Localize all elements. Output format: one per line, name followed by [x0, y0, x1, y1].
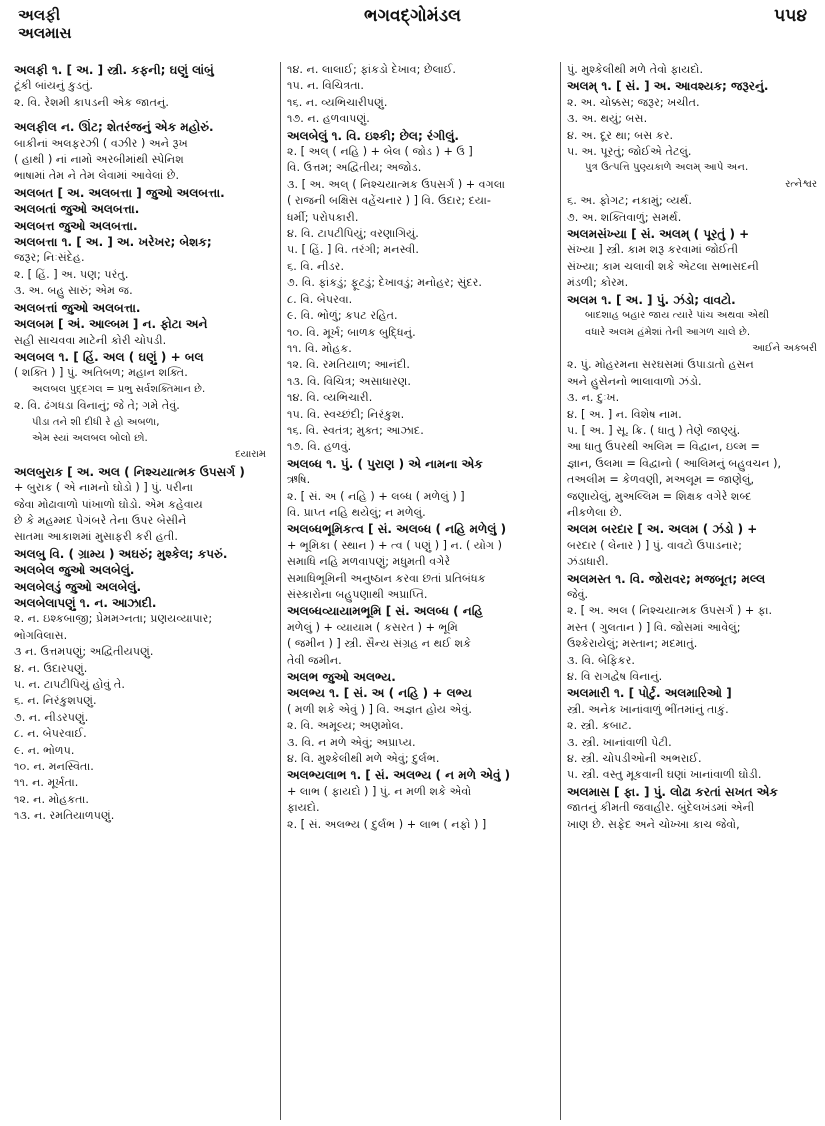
entry-headword-line: અલબેલડું જુઓ અલબેલું. — [14, 579, 141, 594]
quotation-line: પીડા તને શી દીધી રે હો અબળા, — [32, 416, 160, 428]
entry-headword-line: અલબુ વિ. ( ગ્રામ્ય ) અઘરું; મુશ્કેલ; કપરું. — [14, 546, 228, 561]
definition-line: ૨. વિ. અમૂલ્ય; અણમોલ. — [287, 719, 404, 733]
definition-line: વિ. ઉત્તમ; અદ્વિતીય; અજોડ. — [287, 161, 422, 175]
definition-line: જેવા મોઢાવાળો પાંખાળો ઘોડો. એમ કહેવાય — [14, 497, 203, 511]
entry-headword-line: અલબત્ત જુઓ અલબત્તા. — [14, 218, 138, 233]
entry-headword-line: અલબ્ધ ૧. પું. ( પુરાણ ) એ નામના એક — [287, 456, 483, 471]
definition-line: ( રાજની બક્ષિસ વહેંચનાર ) ] વિ. ઉદાર; દયા- — [287, 194, 491, 208]
definition-line: ૯. ન. ભોળપ. — [14, 743, 75, 757]
definition-line: ૫. [ અ. ] સૂ. ક્રિ. ( ધાતુ ) તેણે જાણ્યું. — [567, 423, 741, 437]
definition-line: સ્ત્રી. અનેક ખાનાંવાળું ભીંતમાંનું તાકું. — [567, 702, 729, 716]
entry-headword-line: અલબેલ જુઓ અલબેલું. — [14, 563, 135, 578]
definition-line: પું. મુશ્કેલીથી મળે તેવો ફાયદો. — [567, 63, 704, 76]
definition-line: ૬. વિ. નીડર. — [287, 259, 345, 273]
definition-line: ૪. સ્ત્રી. ચોપડીઓની અભરાઈ. — [567, 752, 702, 766]
entry-headword-line: અલબેલું ૧. વિ. ઇશ્કી; છેલ; રંગીલું. — [287, 128, 459, 143]
entry-headword-line: અલબત [ અ. અલબત્તા ] જુઓ અલબત્તા. — [14, 185, 225, 200]
guide-word-last: અલમાસ — [18, 24, 72, 42]
column-1 — [14, 62, 270, 1120]
definition-line: જાતનું કીમતી જવાહીર. બુંદેલખંડમાં એની — [567, 801, 755, 815]
definition-line: મસ્ત ( ગુલતાન ) ] વિ. જોસમાં આવેલું; — [567, 620, 741, 634]
quotation-line: વધારે અલમ હંમેશાં તેની આગળ ચાલે છે. — [585, 326, 751, 338]
definition-line: ૨. પું. મોહરમના સરઘસમાં ઉપાડાતો હસન — [567, 358, 754, 372]
definition-line: ૨. વિ. ઢંગધડા વિનાનું; જે તે; ગમે તેવું. — [14, 399, 180, 413]
definition-line: ૧૨. ન. મોહકતા. — [14, 792, 89, 806]
page-number: ૫૫૪ — [774, 6, 807, 26]
entry-headword-line: અલભ્ય ૧. [ સં. અ ( નહિ ) + લભ્ય — [287, 686, 472, 701]
definition-line: ૬. અ. ફોગટ; નકામું; વ્યર્થ. — [567, 194, 692, 208]
definition-line: ૧૩. ન. રમતિયાળપણું. — [14, 809, 115, 823]
definition-line: સમાધિ નહિ મળવાપણું; મધુમતી વગેરે — [287, 555, 451, 569]
definition-line: ૫. ન. ટાપટીપિયું હોવું તે. — [14, 678, 125, 692]
entry-headword-line: અલભ્યલાભ ૧. [ સં. અલભ્ય ( ન મળે એવું ) — [287, 768, 511, 783]
definition-line: સહી સાચવવા માટેની કોરી ચોપડી. — [14, 333, 167, 347]
entry-headword-line: અલભ જુઓ અલભ્ય. — [287, 670, 396, 685]
definition-line: ૧૩. વિ. વિચિત્ર; અસાધારણ. — [287, 374, 411, 388]
definition-line: ૪. વિ. મુશ્કેલીથી મળે એવું; દુર્લભ. — [287, 752, 440, 766]
entry-headword-line: અલબ્ધભૂમિકત્વ [ સં. અલબ્ધ ( નહિ મળેલું ) — [287, 522, 507, 537]
definition-line: ૧૫. વિ. સ્વચ્છંદી; નિરંકુશ. — [287, 407, 405, 421]
entry-headword-line: અલફીલ ન. ઊંટ; શેતરંજનું એક મહોરું. — [14, 120, 214, 135]
definition-line: ૪. [ અ. ] ન. વિશેષ નામ. — [567, 407, 682, 421]
definition-line: ૧૨. વિ. રમતિયાળ; આનંદી. — [287, 358, 410, 372]
definition-line: ( શક્તિ ) ] પું. અતિબળ; મહાન શક્તિ. — [14, 366, 188, 380]
entry-headword-line: અલબેલાપણું ૧. ન. આઝાદી. — [14, 596, 157, 610]
entry-headword-line: અલમ્ ૧. [ સં. ] અ. આવશ્યક; જરૂરનું. — [567, 79, 769, 94]
entry-headword-line: અલમ ૧. [ અ. ] પું. ઝંડો; વાવટો. — [567, 292, 736, 307]
definition-line: ૪. વિ. ટાપટીપિયું; વરણાગિયું. — [287, 227, 419, 241]
definition-line: ૨. સ્ત્રી. કબાટ. — [567, 719, 632, 733]
definition-line: વિ. પ્રાપ્ત નહિ થયેલું; ન મળેલું. — [287, 505, 426, 519]
definition-line: ૭. વિ. ફાંકડું; ફૂટડું; દેખાવડું; મનોહર; સુંદર. — [287, 276, 482, 290]
definition-line: ૫. સ્ત્રી. વસ્તુ મૂકવાની ઘણાં ખાનાંવાળી ઘોડી. — [567, 768, 762, 782]
definition-line: + લાભ ( ફાયદો ) ] પું. ન મળી શકે એવો — [287, 784, 472, 798]
definition-line: ૨. [ સં. અ ( નહિ ) + લબ્ધ ( મળેલું ) ] — [287, 489, 465, 503]
spacer — [14, 111, 270, 119]
definition-line: ( મળી શકે એવું ) ] વિ. અજ્ઞત હોય એવું. — [287, 702, 472, 716]
definition-line: ૩. [ અ. અલ્ ( નિશ્ચયાત્મક ઉપસર્ગ ) + વગલા — [287, 177, 506, 191]
definition-line: ખાણ છે. સફેદ અને ચોખ્ખા કાચ જેવો, — [567, 817, 740, 831]
quotation-line: પુત્ર ઉત્પત્તિ પુણ્યકાળે અલમ્ આપે અન. — [585, 162, 749, 174]
definition-line: ૮. ન. બેપરવાઈ. — [14, 727, 87, 741]
definition-line: અને હુસેનનો ભાલાવાળો ઝંડો. — [567, 374, 702, 388]
definition-line: ફાયદો. — [287, 801, 320, 815]
definition-line: સંસ્કારોના બહુપણાથી અપ્રાપ્તિ. — [287, 588, 428, 601]
definition-line: ૨. [ અ. અલ ( નિશ્ચયાત્મક ઉપસર્ગ ) + ફા. — [567, 604, 773, 618]
definition-line: જરૂર; નિઃસંદેહ. — [14, 251, 85, 265]
definition-line: ૩. અ. થયું; બસ. — [567, 112, 648, 126]
definition-line: નીકળેલા છે. — [567, 505, 623, 519]
definition-line: ૬. ન. નિરંકુશપણું. — [14, 694, 97, 708]
definition-line: ઉશ્કેરાયેલું; મસ્તાન; મદમાતું. — [567, 637, 698, 651]
quotation-line: બાદશાહ બહાર જાય ત્યારે પાંચ અથવા એથી — [585, 310, 770, 322]
definition-line: ૧૧. વિ. મોહક. — [287, 341, 352, 355]
quotation-line: એમ સ્યાં અલબલ બોલો છો. — [32, 432, 148, 444]
page-header — [18, 6, 807, 46]
definition-line: છે કે મહમ્મદ પેગંબરે તેના ઉપર બેસીને — [14, 513, 187, 527]
definition-line: જણાયેલું, મુઅલ્લિમ = શિક્ષક વગેરે શબ્દ — [567, 489, 752, 503]
definition-line: ૧૪. વિ. વ્યભિચારી. — [287, 391, 373, 405]
entry-headword-line: અલફી ૧. [ અ. ] સ્ત્રી. કફની; ઘણું લાંબું — [14, 63, 214, 77]
definition-line: ૧૬. ન. વ્યભિચારીપણું. — [287, 95, 388, 109]
quotation-source: આઈને અકબરી — [752, 342, 817, 354]
definition-line: ૧૧. ન. મૂર્ખતા. — [14, 776, 79, 790]
definition-line: સમાધિભૂમિની અનુષ્ઠાન કરવા છતાં પ્રતિબંધક — [287, 571, 486, 585]
entry-headword-line: અલમારી ૧. [ પોર્ટુ. અલમારિઓ ] — [567, 686, 732, 701]
definition-line: ૫. [ હિં. ] વિ. તરંગી; મનસ્વી. — [287, 243, 419, 257]
definition-line: ૧૪. ન. લાલાઈ; ફાંકડો દેખાવ; છેલાઈ. — [287, 63, 456, 76]
definition-line: ( હાથી ) નાં નામો અરબીમાંથી સ્પેનિશ — [14, 153, 184, 167]
definition-line: ૧૦. ન. મનસ્વિતા. — [14, 760, 94, 774]
definition-line: તેવી જમીન. — [287, 653, 342, 667]
definition-line: ૨. ન. ઇશ્કબાજી; પ્રેમમગ્નતા; પ્રણયવ્યાપાર; — [14, 612, 213, 626]
definition-line: ૫. અ. પૂરતું; જોઈએ તેટલું. — [567, 145, 692, 159]
definition-line: ૧૫. ન. વિચિત્રતા. — [287, 79, 364, 93]
entry-headword-line: અલબત્તાં જુઓ અલબત્તા. — [14, 300, 141, 315]
entry-headword-line: અલબ્ધવ્યાયામભૂમિ [ સં. અલબ્ધ ( નહિ — [287, 604, 483, 619]
entry-headword-line: અલબતાં જુઓ અલબત્તા. — [14, 202, 140, 217]
entry-headword-line: અલમસંખ્યા [ સં. અલમ્ ( પૂરતું ) + — [567, 227, 750, 242]
definition-line: ૨. અ. ચોક્કસ; જરૂર; ખચીત. — [567, 95, 700, 109]
definition-line: ૧૬. વિ. સ્વતંત્ર; મુક્ત; આઝાદ. — [287, 423, 424, 437]
quotation-source: દયારામ — [235, 449, 266, 461]
definition-line: ધર્મી; પરોપકારી. — [287, 210, 359, 224]
definition-line: ૩ ન. ઉત્તમપણું; અદ્વિતીયપણું. — [14, 645, 154, 659]
definition-line: ૩. વિ. ન મળે એવું; અપ્રાપ્ય. — [287, 735, 416, 749]
definition-line: ઝંડાધારી. — [567, 555, 609, 569]
definition-line: મળેલું ) + વ્યાયામ ( કસરત ) + ભૂમિ — [287, 620, 458, 634]
definition-line: + બુરાક ( એ નામનો ઘોડો ) ] પું. પરીના — [14, 481, 193, 495]
entry-headword-line: અલબમ [ અં. આલ્બમ ] ન. ફોટા અને — [14, 317, 208, 332]
definition-line: ૪. વિ રાગદ્વેષ વિનાનું. — [567, 670, 663, 684]
entry-headword-line: અલમસ્ત ૧. વિ. જોરાવર; મજબૂત; મલ્લ — [567, 571, 766, 586]
definition-line: ૨. [ સં. અલભ્ય ( દુર્લભ ) + લાભ ( નફો ) ] — [287, 817, 487, 831]
entry-headword-line: અલબત્તા ૧. [ અ. ] અ. ખરેખર; બેશક; — [14, 235, 212, 250]
definition-line: સાતમા આકાશમાં મુસાફરી કરી હતી. — [14, 530, 178, 544]
quotation-line: અલબલ પુદ્દગલ = પ્રભુ સર્વશક્તિમાન છે. — [32, 383, 206, 395]
definition-line: સંખ્યા; કામ ચલાવી શકે એટલા સભાસદની — [567, 259, 759, 273]
definition-line: ભાષામાં તેમ ને તેમ લેવામાં આવેલાં છે. — [14, 169, 180, 183]
definition-line: ૮. વિ. બેપરવા. — [287, 292, 353, 306]
entry-headword-line: અલમાસ [ ફા. ] પું. લોઢા કરતાં સખત એક — [567, 784, 778, 799]
definition-line: ૧૭. ન. હળવાપણું. — [287, 112, 370, 126]
columns — [14, 62, 817, 1120]
definition-line: ઋષિ. — [287, 473, 311, 487]
definition-line: જ્ઞાન, ઉલમા = વિદ્વાનો ( આલિમનું બહુવચન ), — [567, 456, 782, 470]
definition-line: ૪. અ. દૂર થા; બસ કર. — [567, 128, 674, 142]
definition-line: ભોગવિલાસ. — [14, 628, 68, 642]
definition-line: ૯. વિ. ભોળું; કપટ રહિત. — [287, 309, 398, 323]
definition-line: તઅલીમ = કેળવણી, મઅલૂમ = જાણેલું, — [567, 473, 755, 487]
definition-line: જેવું. — [567, 588, 589, 601]
guide-word-first: અલફી — [18, 6, 61, 24]
definition-line: ૩. ન. દુઃખ. — [567, 391, 620, 405]
entry-headword-line: અલબુરાક [ અ. અલ ( નિશ્ચયાત્મક ઉપસર્ગ ) — [14, 464, 245, 479]
definition-line: બરદાર ( લેનાર ) ] પું. વાવટો ઉપાડનાર; — [567, 538, 742, 552]
definition-line: ૧૦. વિ. મૂર્ખ; બાળક બુદ્ધિનું. — [287, 325, 416, 339]
definition-line: ૩. વિ. બેફિકર. — [567, 653, 635, 667]
definition-line: ( જમીન ) ] સ્ત્રી. સૈન્ય સંગ્રહ ન થઈ શકે — [287, 637, 471, 651]
definition-line: ૭. ન. નીડરપણું. — [14, 710, 89, 724]
quotation-source: રત્નેશ્વર — [785, 178, 817, 190]
definition-line: ૩. સ્ત્રી. ખાનાંવાળી પેટી. — [567, 735, 672, 749]
entry-headword-line: અલબલ ૧. [ હિં. અલ ( ઘણું ) + બલ — [14, 349, 204, 364]
book-title: ભગવદ્ગોમંડલ — [364, 6, 461, 26]
definition-line: આ ધાતુ ઉપરથી અલિમ = વિદ્વાન, ઇલ્મ = — [567, 440, 760, 454]
definition-line: ૨. [ હિં. ] અ. પણ; પરંતુ. — [14, 267, 129, 281]
definition-line: ૪. ન. ઉદારપણું. — [14, 661, 88, 675]
definition-line: સંખ્યા ] સ્ત્રી. કામ શરૂ કરવામાં જોઈતી — [567, 243, 739, 257]
definition-line: બાકીનાં અલફરઝી ( વઝીર ) અને રૂખ — [14, 136, 188, 150]
definition-line: મંડળી; કોરમ. — [567, 276, 629, 290]
definition-line: ૨. [ અલ્ ( નહિ ) + બેલ ( જોડ ) + ઉ ] — [287, 145, 473, 159]
column-2 — [280, 62, 557, 1120]
definition-line: ૭. અ. શક્તિવાળું; સમર્થ. — [567, 210, 682, 224]
definition-line: ૩. અ. બહુ સારું; એમ જ. — [14, 284, 133, 298]
definition-line: ટૂંકી બાંયનું કુડતું. — [14, 79, 93, 93]
entry-headword-line: અલમ બરદાર [ અ. અલમ ( ઝંડો ) + — [567, 522, 758, 537]
column-3 — [560, 62, 821, 1120]
definition-line: + ભૂમિકા ( સ્થાન ) + ત્વ ( પણું ) ] ન. ( યોગ ) — [287, 538, 502, 552]
definition-line: ૨. વિ. રેશમી કાપડની એક જાતનું. — [14, 95, 169, 109]
definition-line: ૧૭. વિ. હળવું. — [287, 440, 352, 454]
